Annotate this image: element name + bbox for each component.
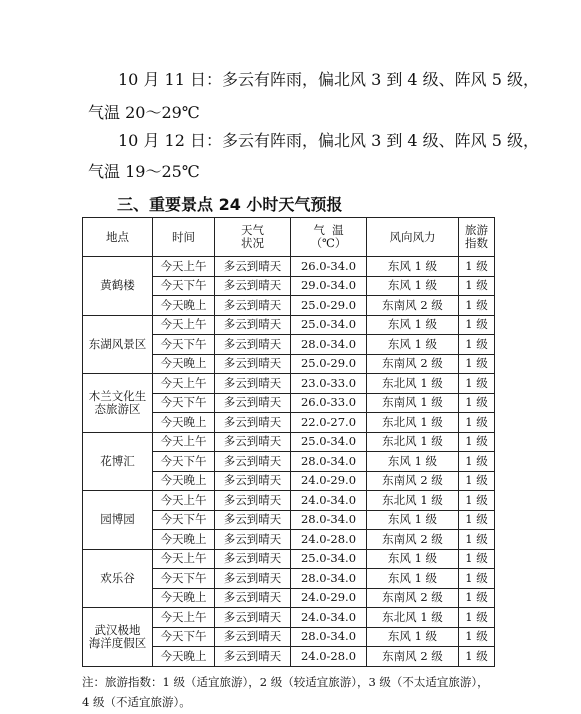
time-cell: 今天晚上 bbox=[153, 588, 215, 608]
temperature-cell: 24.0-34.0 bbox=[291, 491, 367, 511]
weather-cell: 多云到晴天 bbox=[215, 491, 291, 511]
travel-index-cell: 1 级 bbox=[459, 530, 495, 550]
time-cell: 今天晚上 bbox=[153, 354, 215, 374]
time-cell: 今天晚上 bbox=[153, 413, 215, 433]
time-cell: 今天上午 bbox=[153, 491, 215, 511]
temperature-cell: 24.0-29.0 bbox=[291, 588, 367, 608]
header-temperature bbox=[291, 218, 367, 257]
note-line2: 4 级（不适宜旅游）。 bbox=[82, 695, 191, 709]
weather-cell: 多云到晴天 bbox=[215, 354, 291, 374]
location-cell bbox=[83, 315, 153, 374]
travel-index-cell: 1 级 bbox=[459, 647, 495, 667]
table-row bbox=[83, 491, 495, 511]
header-location: 地点 bbox=[83, 218, 153, 257]
paragraph-oct11-line1: 10 月 11 日：多云有阵雨，偏北风 3 到 4 级、阵风 5 级， bbox=[118, 70, 540, 89]
travel-index-cell: 1 级 bbox=[459, 296, 495, 316]
time-cell: 今天下午 bbox=[153, 335, 215, 355]
wind-cell: 东北风 1 级 bbox=[367, 491, 459, 511]
table-header-row bbox=[83, 218, 495, 257]
travel-index-cell: 1 级 bbox=[459, 491, 495, 511]
location-name-line1: 黄鹤楼 bbox=[100, 278, 135, 293]
wind-cell: 东风 1 级 bbox=[367, 569, 459, 589]
temperature-cell: 28.0-34.0 bbox=[291, 452, 367, 472]
time-cell: 今天下午 bbox=[153, 510, 215, 530]
location-cell bbox=[83, 549, 153, 608]
wind-cell: 东北风 1 级 bbox=[367, 374, 459, 394]
travel-index-cell: 1 级 bbox=[459, 315, 495, 335]
location-name-line2: 态旅游区 bbox=[94, 401, 141, 416]
weather-cell: 多云到晴天 bbox=[215, 549, 291, 569]
temperature-cell: 28.0-34.0 bbox=[291, 569, 367, 589]
table-row bbox=[83, 315, 495, 335]
wind-cell: 东南风 2 级 bbox=[367, 530, 459, 550]
travel-index-cell: 1 级 bbox=[459, 257, 495, 277]
location-cell bbox=[83, 432, 153, 491]
location-name-line1: 花博汇 bbox=[100, 453, 135, 468]
table-row bbox=[83, 608, 495, 628]
paragraph-oct12-line2: 气温 19～25℃ bbox=[88, 162, 200, 181]
location-name-line1: 武汉极地 bbox=[94, 622, 141, 637]
temperature-cell: 26.0-34.0 bbox=[291, 257, 367, 277]
time-cell: 今天下午 bbox=[153, 393, 215, 413]
travel-index-cell: 1 级 bbox=[459, 354, 495, 374]
time-cell: 今天晚上 bbox=[153, 530, 215, 550]
time-cell: 今天上午 bbox=[153, 315, 215, 335]
temperature-cell: 25.0-34.0 bbox=[291, 549, 367, 569]
weather-cell: 多云到晴天 bbox=[215, 569, 291, 589]
header-wind: 风向风力 bbox=[367, 218, 459, 257]
location-name-line1: 园博园 bbox=[100, 512, 135, 527]
header-weather-line1: 天气 bbox=[241, 223, 264, 237]
travel-index-cell: 1 级 bbox=[459, 608, 495, 628]
time-cell: 今天下午 bbox=[153, 452, 215, 472]
weather-cell: 多云到晴天 bbox=[215, 374, 291, 394]
weather-cell: 多云到晴天 bbox=[215, 315, 291, 335]
wind-cell: 东南风 1 级 bbox=[367, 393, 459, 413]
wind-cell: 东风 1 级 bbox=[367, 627, 459, 647]
travel-index-cell: 1 级 bbox=[459, 413, 495, 433]
wind-cell: 东风 1 级 bbox=[367, 335, 459, 355]
paragraph-oct11-line2: 气温 20～29℃ bbox=[88, 103, 200, 122]
wind-cell: 东风 1 级 bbox=[367, 510, 459, 530]
weather-cell: 多云到晴天 bbox=[215, 393, 291, 413]
temperature-cell: 25.0-34.0 bbox=[291, 315, 367, 335]
travel-index-cell: 1 级 bbox=[459, 432, 495, 452]
weather-cell: 多云到晴天 bbox=[215, 335, 291, 355]
wind-cell: 东北风 1 级 bbox=[367, 413, 459, 433]
table-row bbox=[83, 374, 495, 394]
weather-cell: 多云到晴天 bbox=[215, 257, 291, 277]
time-cell: 今天上午 bbox=[153, 432, 215, 452]
wind-cell: 东风 1 级 bbox=[367, 452, 459, 472]
travel-index-cell: 1 级 bbox=[459, 549, 495, 569]
travel-index-cell: 1 级 bbox=[459, 335, 495, 355]
time-cell: 今天下午 bbox=[153, 276, 215, 296]
location-cell bbox=[83, 374, 153, 433]
temperature-cell: 24.0-34.0 bbox=[291, 608, 367, 628]
weather-cell: 多云到晴天 bbox=[215, 608, 291, 628]
time-cell: 今天上午 bbox=[153, 374, 215, 394]
header-time: 时间 bbox=[153, 218, 215, 257]
header-weather bbox=[215, 218, 291, 257]
location-name-line1: 木兰文化生 bbox=[88, 388, 147, 403]
wind-cell: 东风 1 级 bbox=[367, 257, 459, 277]
temperature-cell: 25.0-29.0 bbox=[291, 296, 367, 316]
note-line1: 注：旅游指数：1 级（适宜旅游），2 级（较适宜旅游），3 级（不太适宜旅游）， bbox=[82, 675, 489, 689]
paragraph-oct12-line1: 10 月 12 日：多云有阵雨，偏北风 3 到 4 级、阵风 5 级， bbox=[118, 131, 540, 150]
temperature-cell: 28.0-34.0 bbox=[291, 335, 367, 355]
header-index-line1: 旅游 bbox=[465, 223, 488, 237]
travel-index-cell: 1 级 bbox=[459, 627, 495, 647]
table-row bbox=[83, 432, 495, 452]
location-name-line1: 欢乐谷 bbox=[100, 570, 135, 585]
header-index bbox=[459, 218, 495, 257]
wind-cell: 东南风 2 级 bbox=[367, 471, 459, 491]
time-cell: 今天上午 bbox=[153, 257, 215, 277]
weather-cell: 多云到晴天 bbox=[215, 452, 291, 472]
weather-cell: 多云到晴天 bbox=[215, 627, 291, 647]
weather-cell: 多云到晴天 bbox=[215, 510, 291, 530]
travel-index-cell: 1 级 bbox=[459, 276, 495, 296]
time-cell: 今天晚上 bbox=[153, 296, 215, 316]
travel-index-cell: 1 级 bbox=[459, 588, 495, 608]
travel-index-cell: 1 级 bbox=[459, 510, 495, 530]
wind-cell: 东南风 2 级 bbox=[367, 296, 459, 316]
travel-index-cell: 1 级 bbox=[459, 393, 495, 413]
location-cell bbox=[83, 491, 153, 550]
time-cell: 今天上午 bbox=[153, 549, 215, 569]
temperature-cell: 26.0-33.0 bbox=[291, 393, 367, 413]
wind-cell: 东风 1 级 bbox=[367, 276, 459, 296]
weather-cell: 多云到晴天 bbox=[215, 530, 291, 550]
temperature-cell: 25.0-34.0 bbox=[291, 432, 367, 452]
wind-cell: 东北风 1 级 bbox=[367, 432, 459, 452]
weather-cell: 多云到晴天 bbox=[215, 647, 291, 667]
weather-cell: 多云到晴天 bbox=[215, 276, 291, 296]
weather-cell: 多云到晴天 bbox=[215, 588, 291, 608]
weather-cell: 多云到晴天 bbox=[215, 413, 291, 433]
weather-cell: 多云到晴天 bbox=[215, 432, 291, 452]
wind-cell: 东南风 2 级 bbox=[367, 647, 459, 667]
header-weather-line2: 状况 bbox=[241, 236, 264, 250]
travel-index-cell: 1 级 bbox=[459, 471, 495, 491]
temperature-cell: 28.0-34.0 bbox=[291, 510, 367, 530]
wind-cell: 东南风 2 级 bbox=[367, 588, 459, 608]
scenic-spot-forecast-table bbox=[82, 217, 495, 667]
header-temperature-line1: 气 温 bbox=[313, 223, 344, 237]
temperature-cell: 29.0-34.0 bbox=[291, 276, 367, 296]
temperature-cell: 28.0-34.0 bbox=[291, 627, 367, 647]
weather-cell: 多云到晴天 bbox=[215, 471, 291, 491]
wind-cell: 东北风 1 级 bbox=[367, 608, 459, 628]
temperature-cell: 22.0-27.0 bbox=[291, 413, 367, 433]
temperature-cell: 24.0-28.0 bbox=[291, 530, 367, 550]
time-cell: 今天晚上 bbox=[153, 471, 215, 491]
location-name-line1: 东湖风景区 bbox=[88, 336, 147, 351]
table-row bbox=[83, 257, 495, 277]
location-cell bbox=[83, 257, 153, 316]
time-cell: 今天下午 bbox=[153, 627, 215, 647]
temperature-cell: 23.0-33.0 bbox=[291, 374, 367, 394]
time-cell: 今天晚上 bbox=[153, 647, 215, 667]
table-body bbox=[83, 257, 495, 667]
temperature-cell: 24.0-29.0 bbox=[291, 471, 367, 491]
travel-index-cell: 1 级 bbox=[459, 452, 495, 472]
travel-index-cell: 1 级 bbox=[459, 374, 495, 394]
weather-cell: 多云到晴天 bbox=[215, 296, 291, 316]
location-cell bbox=[83, 608, 153, 667]
header-temperature-line2: （℃） bbox=[310, 236, 347, 250]
wind-cell: 东风 1 级 bbox=[367, 549, 459, 569]
section-heading: 三、重要景点 24 小时天气预报 bbox=[117, 195, 343, 214]
table-row bbox=[83, 549, 495, 569]
location-name-line2: 海洋度假区 bbox=[88, 635, 147, 650]
travel-index-cell: 1 级 bbox=[459, 569, 495, 589]
temperature-cell: 25.0-29.0 bbox=[291, 354, 367, 374]
time-cell: 今天上午 bbox=[153, 608, 215, 628]
header-index-line2: 指数 bbox=[465, 236, 488, 250]
time-cell: 今天下午 bbox=[153, 569, 215, 589]
wind-cell: 东风 1 级 bbox=[367, 315, 459, 335]
wind-cell: 东南风 2 级 bbox=[367, 354, 459, 374]
temperature-cell: 24.0-28.0 bbox=[291, 647, 367, 667]
